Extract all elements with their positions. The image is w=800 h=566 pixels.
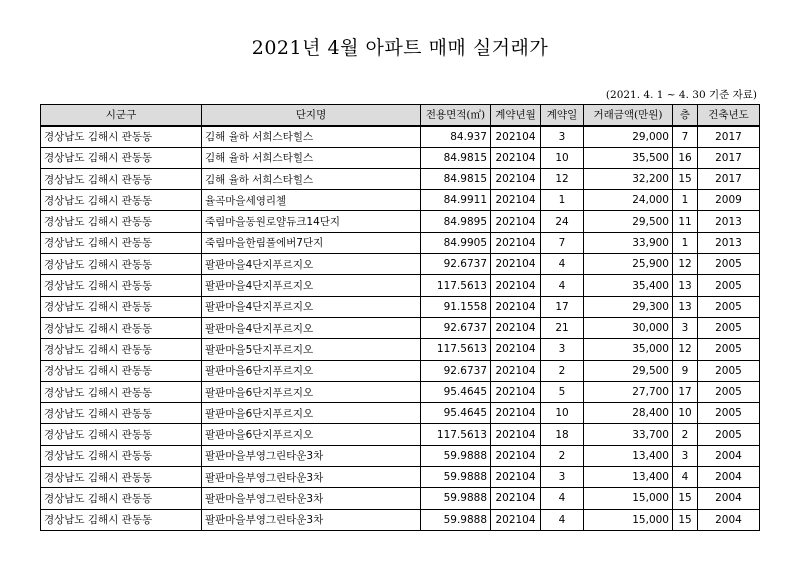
cell-complex-name: 팔판마을6단지푸르지오 bbox=[202, 360, 421, 381]
cell-contract-month: 202104 bbox=[491, 339, 541, 360]
cell-contract-day: 4 bbox=[541, 275, 584, 296]
cell-build-year: 2004 bbox=[698, 467, 760, 488]
cell-contract-day: 24 bbox=[541, 211, 584, 232]
cell-build-year: 2005 bbox=[698, 275, 760, 296]
table-row bbox=[41, 147, 760, 168]
cell-complex-name: 팔판마을6단지푸르지오 bbox=[202, 381, 421, 402]
cell-contract-day: 2 bbox=[541, 445, 584, 466]
table-row bbox=[41, 317, 760, 338]
cell-floor: 3 bbox=[673, 317, 698, 338]
table-row bbox=[41, 360, 760, 381]
table-row bbox=[41, 467, 760, 488]
cell-floor: 13 bbox=[673, 296, 698, 317]
cell-build-year: 2017 bbox=[698, 147, 760, 168]
cell-price: 28,400 bbox=[584, 403, 673, 424]
table-row bbox=[41, 126, 760, 147]
cell-contract-month: 202104 bbox=[491, 381, 541, 402]
cell-floor: 9 bbox=[673, 360, 698, 381]
cell-contract-month: 202104 bbox=[491, 296, 541, 317]
cell-district: 경상남도 김해시 관동동 bbox=[41, 445, 202, 466]
cell-build-year: 2005 bbox=[698, 296, 760, 317]
cell-price: 29,500 bbox=[584, 211, 673, 232]
cell-contract-month: 202104 bbox=[491, 211, 541, 232]
cell-district: 경상남도 김해시 관동동 bbox=[41, 317, 202, 338]
cell-contract-month: 202104 bbox=[491, 509, 541, 530]
cell-district: 경상남도 김해시 관동동 bbox=[41, 381, 202, 402]
cell-area: 91.1558 bbox=[421, 296, 491, 317]
cell-price: 27,700 bbox=[584, 381, 673, 402]
cell-contract-day: 12 bbox=[541, 168, 584, 189]
cell-area: 84.9905 bbox=[421, 232, 491, 253]
cell-build-year: 2013 bbox=[698, 211, 760, 232]
cell-build-year: 2013 bbox=[698, 232, 760, 253]
cell-floor: 4 bbox=[673, 467, 698, 488]
cell-contract-month: 202104 bbox=[491, 317, 541, 338]
cell-contract-day: 18 bbox=[541, 424, 584, 445]
cell-complex-name: 팔판마을부영그린타운3차 bbox=[202, 488, 421, 509]
cell-complex-name: 김해 율하 서희스타힐스 bbox=[202, 126, 421, 147]
cell-contract-month: 202104 bbox=[491, 403, 541, 424]
header-floor: 층 bbox=[673, 105, 698, 126]
transaction-table bbox=[40, 104, 760, 531]
cell-contract-month: 202104 bbox=[491, 126, 541, 147]
cell-price: 35,400 bbox=[584, 275, 673, 296]
header-district: 시군구 bbox=[41, 105, 202, 126]
cell-complex-name: 팔판마을부영그린타운3차 bbox=[202, 509, 421, 530]
cell-area: 95.4645 bbox=[421, 403, 491, 424]
table-row bbox=[41, 488, 760, 509]
cell-contract-day: 3 bbox=[541, 339, 584, 360]
cell-complex-name: 팔판마을6단지푸르지오 bbox=[202, 424, 421, 445]
cell-build-year: 2005 bbox=[698, 339, 760, 360]
cell-floor: 10 bbox=[673, 403, 698, 424]
cell-contract-day: 3 bbox=[541, 467, 584, 488]
header-price: 거래금액(만원) bbox=[584, 105, 673, 126]
table-row bbox=[41, 275, 760, 296]
cell-build-year: 2017 bbox=[698, 168, 760, 189]
table-row bbox=[41, 232, 760, 253]
cell-build-year: 2005 bbox=[698, 381, 760, 402]
cell-build-year: 2005 bbox=[698, 360, 760, 381]
cell-area: 117.5613 bbox=[421, 424, 491, 445]
cell-district: 경상남도 김해시 관동동 bbox=[41, 126, 202, 147]
cell-price: 29,000 bbox=[584, 126, 673, 147]
cell-floor: 12 bbox=[673, 339, 698, 360]
cell-build-year: 2005 bbox=[698, 254, 760, 275]
cell-district: 경상남도 김해시 관동동 bbox=[41, 254, 202, 275]
cell-price: 24,000 bbox=[584, 190, 673, 211]
cell-complex-name: 팔판마을5단지푸르지오 bbox=[202, 339, 421, 360]
cell-district: 경상남도 김해시 관동동 bbox=[41, 467, 202, 488]
cell-price: 29,300 bbox=[584, 296, 673, 317]
cell-area: 92.6737 bbox=[421, 254, 491, 275]
cell-district: 경상남도 김해시 관동동 bbox=[41, 211, 202, 232]
cell-contract-month: 202104 bbox=[491, 467, 541, 488]
cell-contract-month: 202104 bbox=[491, 232, 541, 253]
table-row bbox=[41, 445, 760, 466]
cell-price: 15,000 bbox=[584, 488, 673, 509]
page-title: 2021년 4월 아파트 매매 실거래가 bbox=[251, 37, 549, 59]
cell-area: 84.937 bbox=[421, 126, 491, 147]
cell-build-year: 2017 bbox=[698, 126, 760, 147]
cell-contract-day: 21 bbox=[541, 317, 584, 338]
cell-complex-name: 김해 율하 서희스타힐스 bbox=[202, 147, 421, 168]
cell-complex-name: 팔판마을4단지푸르지오 bbox=[202, 317, 421, 338]
cell-price: 25,900 bbox=[584, 254, 673, 275]
cell-floor: 7 bbox=[673, 126, 698, 147]
cell-complex-name: 김해 율하 서희스타힐스 bbox=[202, 168, 421, 189]
table-row bbox=[41, 190, 760, 211]
table-row bbox=[41, 339, 760, 360]
table-row bbox=[41, 211, 760, 232]
cell-area: 84.9815 bbox=[421, 168, 491, 189]
cell-area: 117.5613 bbox=[421, 275, 491, 296]
cell-price: 35,500 bbox=[584, 147, 673, 168]
cell-floor: 15 bbox=[673, 168, 698, 189]
cell-contract-day: 1 bbox=[541, 190, 584, 211]
cell-build-year: 2005 bbox=[698, 424, 760, 445]
cell-floor: 15 bbox=[673, 488, 698, 509]
cell-floor: 3 bbox=[673, 445, 698, 466]
table-row bbox=[41, 424, 760, 445]
cell-area: 59.9888 bbox=[421, 488, 491, 509]
cell-floor: 16 bbox=[673, 147, 698, 168]
cell-complex-name: 팔판마을6단지푸르지오 bbox=[202, 403, 421, 424]
cell-build-year: 2005 bbox=[698, 317, 760, 338]
header-contract-day: 계약일 bbox=[541, 105, 584, 126]
cell-price: 33,700 bbox=[584, 424, 673, 445]
cell-floor: 1 bbox=[673, 190, 698, 211]
cell-floor: 1 bbox=[673, 232, 698, 253]
cell-contract-day: 10 bbox=[541, 147, 584, 168]
cell-contract-month: 202104 bbox=[491, 424, 541, 445]
table-body bbox=[41, 126, 760, 531]
cell-district: 경상남도 김해시 관동동 bbox=[41, 360, 202, 381]
cell-contract-month: 202104 bbox=[491, 147, 541, 168]
cell-price: 13,400 bbox=[584, 445, 673, 466]
cell-floor: 11 bbox=[673, 211, 698, 232]
cell-area: 84.9895 bbox=[421, 211, 491, 232]
cell-price: 15,000 bbox=[584, 509, 673, 530]
cell-area: 59.9888 bbox=[421, 467, 491, 488]
cell-build-year: 2009 bbox=[698, 190, 760, 211]
cell-price: 30,000 bbox=[584, 317, 673, 338]
cell-contract-month: 202104 bbox=[491, 168, 541, 189]
table-header-row bbox=[41, 105, 760, 126]
cell-build-year: 2004 bbox=[698, 445, 760, 466]
cell-floor: 15 bbox=[673, 509, 698, 530]
cell-complex-name: 죽림마을한림풀에버7단지 bbox=[202, 232, 421, 253]
cell-complex-name: 팔판마을4단지푸르지오 bbox=[202, 275, 421, 296]
cell-contract-month: 202104 bbox=[491, 488, 541, 509]
cell-floor: 12 bbox=[673, 254, 698, 275]
cell-contract-day: 4 bbox=[541, 488, 584, 509]
table-row bbox=[41, 168, 760, 189]
cell-district: 경상남도 김해시 관동동 bbox=[41, 403, 202, 424]
cell-area: 59.9888 bbox=[421, 445, 491, 466]
cell-district: 경상남도 김해시 관동동 bbox=[41, 296, 202, 317]
cell-price: 35,000 bbox=[584, 339, 673, 360]
cell-price: 32,200 bbox=[584, 168, 673, 189]
header-contract-month: 계약년월 bbox=[491, 105, 541, 126]
cell-build-year: 2005 bbox=[698, 403, 760, 424]
cell-district: 경상남도 김해시 관동동 bbox=[41, 339, 202, 360]
cell-contract-day: 5 bbox=[541, 381, 584, 402]
cell-district: 경상남도 김해시 관동동 bbox=[41, 168, 202, 189]
cell-floor: 17 bbox=[673, 381, 698, 402]
cell-area: 92.6737 bbox=[421, 360, 491, 381]
table-row bbox=[41, 403, 760, 424]
cell-contract-day: 2 bbox=[541, 360, 584, 381]
cell-district: 경상남도 김해시 관동동 bbox=[41, 275, 202, 296]
cell-contract-month: 202104 bbox=[491, 275, 541, 296]
cell-complex-name: 팔판마을4단지푸르지오 bbox=[202, 296, 421, 317]
header-complex-name: 단지명 bbox=[202, 105, 421, 126]
cell-district: 경상남도 김해시 관동동 bbox=[41, 424, 202, 445]
cell-complex-name: 율곡마을세영리첼 bbox=[202, 190, 421, 211]
cell-contract-month: 202104 bbox=[491, 190, 541, 211]
cell-contract-month: 202104 bbox=[491, 445, 541, 466]
cell-price: 29,500 bbox=[584, 360, 673, 381]
cell-contract-day: 4 bbox=[541, 254, 584, 275]
cell-area: 95.4645 bbox=[421, 381, 491, 402]
cell-price: 13,400 bbox=[584, 467, 673, 488]
cell-contract-day: 17 bbox=[541, 296, 584, 317]
table-row bbox=[41, 296, 760, 317]
cell-contract-day: 7 bbox=[541, 232, 584, 253]
header-area: 전용면적(㎡) bbox=[421, 105, 491, 126]
cell-area: 84.9815 bbox=[421, 147, 491, 168]
cell-complex-name: 팔판마을부영그린타운3차 bbox=[202, 445, 421, 466]
cell-complex-name: 팔판마을4단지푸르지오 bbox=[202, 254, 421, 275]
cell-district: 경상남도 김해시 관동동 bbox=[41, 232, 202, 253]
cell-area: 59.9888 bbox=[421, 509, 491, 530]
cell-build-year: 2004 bbox=[698, 509, 760, 530]
table-row bbox=[41, 254, 760, 275]
cell-floor: 13 bbox=[673, 275, 698, 296]
cell-floor: 2 bbox=[673, 424, 698, 445]
cell-contract-day: 10 bbox=[541, 403, 584, 424]
cell-contract-day: 4 bbox=[541, 509, 584, 530]
cell-contract-month: 202104 bbox=[491, 360, 541, 381]
cell-district: 경상남도 김해시 관동동 bbox=[41, 509, 202, 530]
table-row bbox=[41, 509, 760, 530]
cell-build-year: 2004 bbox=[698, 488, 760, 509]
table-row bbox=[41, 381, 760, 402]
cell-area: 92.6737 bbox=[421, 317, 491, 338]
date-range-note: (2021. 4. 1 ~ 4. 30 기준 자료) bbox=[605, 89, 757, 101]
cell-district: 경상남도 김해시 관동동 bbox=[41, 190, 202, 211]
cell-district: 경상남도 김해시 관동동 bbox=[41, 488, 202, 509]
cell-contract-day: 3 bbox=[541, 126, 584, 147]
cell-price: 33,900 bbox=[584, 232, 673, 253]
cell-area: 84.9911 bbox=[421, 190, 491, 211]
header-build-year: 건축년도 bbox=[698, 105, 760, 126]
cell-complex-name: 죽림마을동원로얄듀크14단지 bbox=[202, 211, 421, 232]
cell-complex-name: 팔판마을부영그린타운3차 bbox=[202, 467, 421, 488]
cell-district: 경상남도 김해시 관동동 bbox=[41, 147, 202, 168]
cell-contract-month: 202104 bbox=[491, 254, 541, 275]
cell-area: 117.5613 bbox=[421, 339, 491, 360]
